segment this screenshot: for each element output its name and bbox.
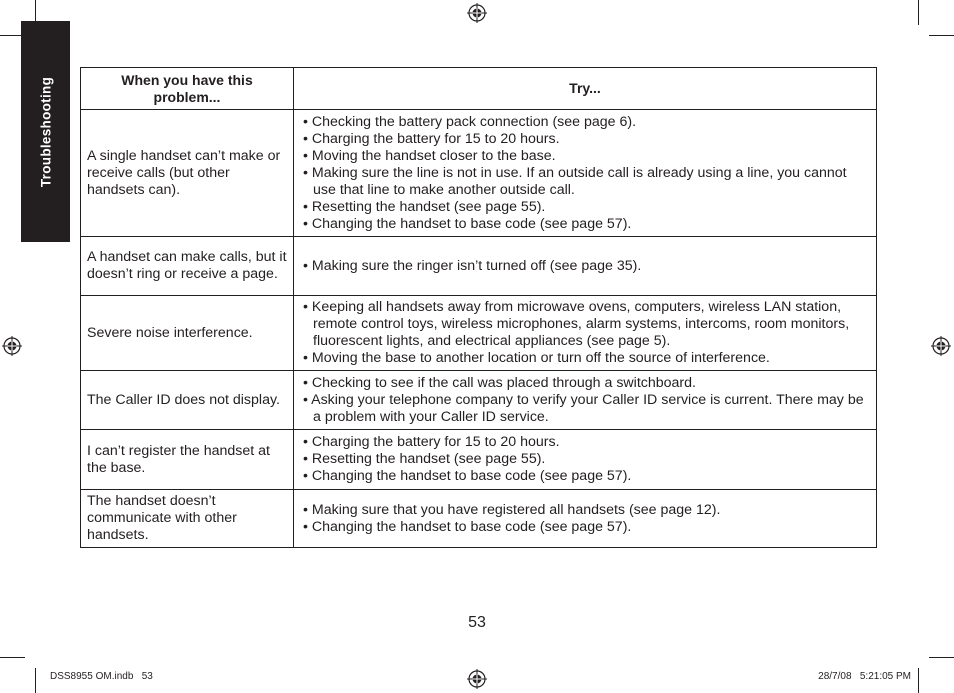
table-row (81, 490, 877, 548)
try-item: • Charging the battery for 15 to 20 hours. (303, 130, 560, 147)
try-item: • Changing the handset to base code (see page 57). (303, 215, 632, 232)
try-item: • Keeping all handsets away from microwave ovens, computers, wireless LAN station, remote control toys, wireless microphones, alarm systems, intercoms, room monitors, fluorescent lights, and electrical appliances (see page 5). (303, 299, 850, 349)
table-row (81, 296, 877, 371)
registration-mark-icon (467, 669, 487, 689)
table-row (81, 110, 877, 237)
try-cell (294, 371, 877, 430)
problem-cell: A single handset can’t make or receive calls (but other handsets can). (81, 110, 294, 237)
crop-mark (0, 657, 25, 658)
table-header-row (81, 68, 877, 110)
try-item: • Resetting the handset (see page 55). (303, 198, 546, 215)
table-row (81, 430, 877, 490)
problem-cell: The Caller ID does not display. (81, 371, 294, 430)
footer-timestamp: 28/7/08 5:21:05 PM (818, 671, 911, 682)
try-item: • Changing the handset to base code (see page 57). (303, 518, 632, 535)
try-list (300, 502, 870, 536)
problem-cell: The handset doesn’t communicate with other handsets. (81, 490, 294, 548)
try-cell (294, 296, 877, 371)
section-tab-label: Troubleshooting (38, 76, 53, 187)
try-item: • Changing the handset to base code (see page 57). (303, 468, 632, 484)
try-item: • Resetting the handset (see page 55). (303, 451, 546, 467)
crop-mark (929, 35, 954, 36)
try-cell (294, 110, 877, 237)
try-column-header: Try... (294, 68, 877, 110)
page-number: 53 (468, 614, 486, 631)
try-list (300, 434, 870, 485)
problem-cell: I can’t register the handset at the base. (81, 430, 294, 490)
crop-mark (929, 657, 954, 658)
try-item: • Making sure that you have registered all handsets (see page 12). (303, 501, 721, 518)
try-item: • Making sure the line is not in use. If an outside call is already using a line, you cannot use that line to make another outside call. (303, 164, 847, 198)
problem-cell: Severe noise interference. (81, 296, 294, 371)
problem-column-header: When you have this problem... (81, 68, 294, 110)
registration-mark-icon (931, 336, 951, 356)
try-cell (294, 490, 877, 548)
registration-mark-icon (2, 336, 22, 356)
crop-mark (918, 668, 919, 693)
try-list (300, 375, 870, 426)
try-item: • Asking your telephone company to verify your Caller ID service is current. There may be a problem with your Caller ID service. (303, 391, 864, 425)
try-item: • Checking to see if the call was placed through a switchboard. (303, 374, 696, 391)
problem-cell: A handset can make calls, but it doesn’t ring or receive a page. (81, 237, 294, 296)
try-list (300, 258, 870, 275)
try-item: • Making sure the ringer isn’t turned off (see page 35). (303, 257, 642, 274)
try-list (300, 114, 870, 233)
troubleshooting-table (80, 67, 877, 548)
try-list (300, 299, 870, 367)
try-item: • Checking the battery pack connection (see page 6). (303, 113, 637, 130)
registration-mark-icon (467, 3, 487, 23)
footer-file-info: DSS8955 OM.indb 53 (50, 671, 153, 682)
section-side-tab (21, 21, 70, 242)
crop-mark (35, 668, 36, 693)
crop-mark (918, 0, 919, 25)
table-row (81, 237, 877, 296)
try-cell (294, 237, 877, 296)
try-item: • Charging the battery for 15 to 20 hours. (303, 434, 560, 450)
try-cell (294, 430, 877, 490)
table-row (81, 371, 877, 430)
try-item: • Moving the base to another location or turn off the source of interference. (303, 350, 770, 366)
try-item: • Moving the handset closer to the base. (303, 147, 556, 164)
